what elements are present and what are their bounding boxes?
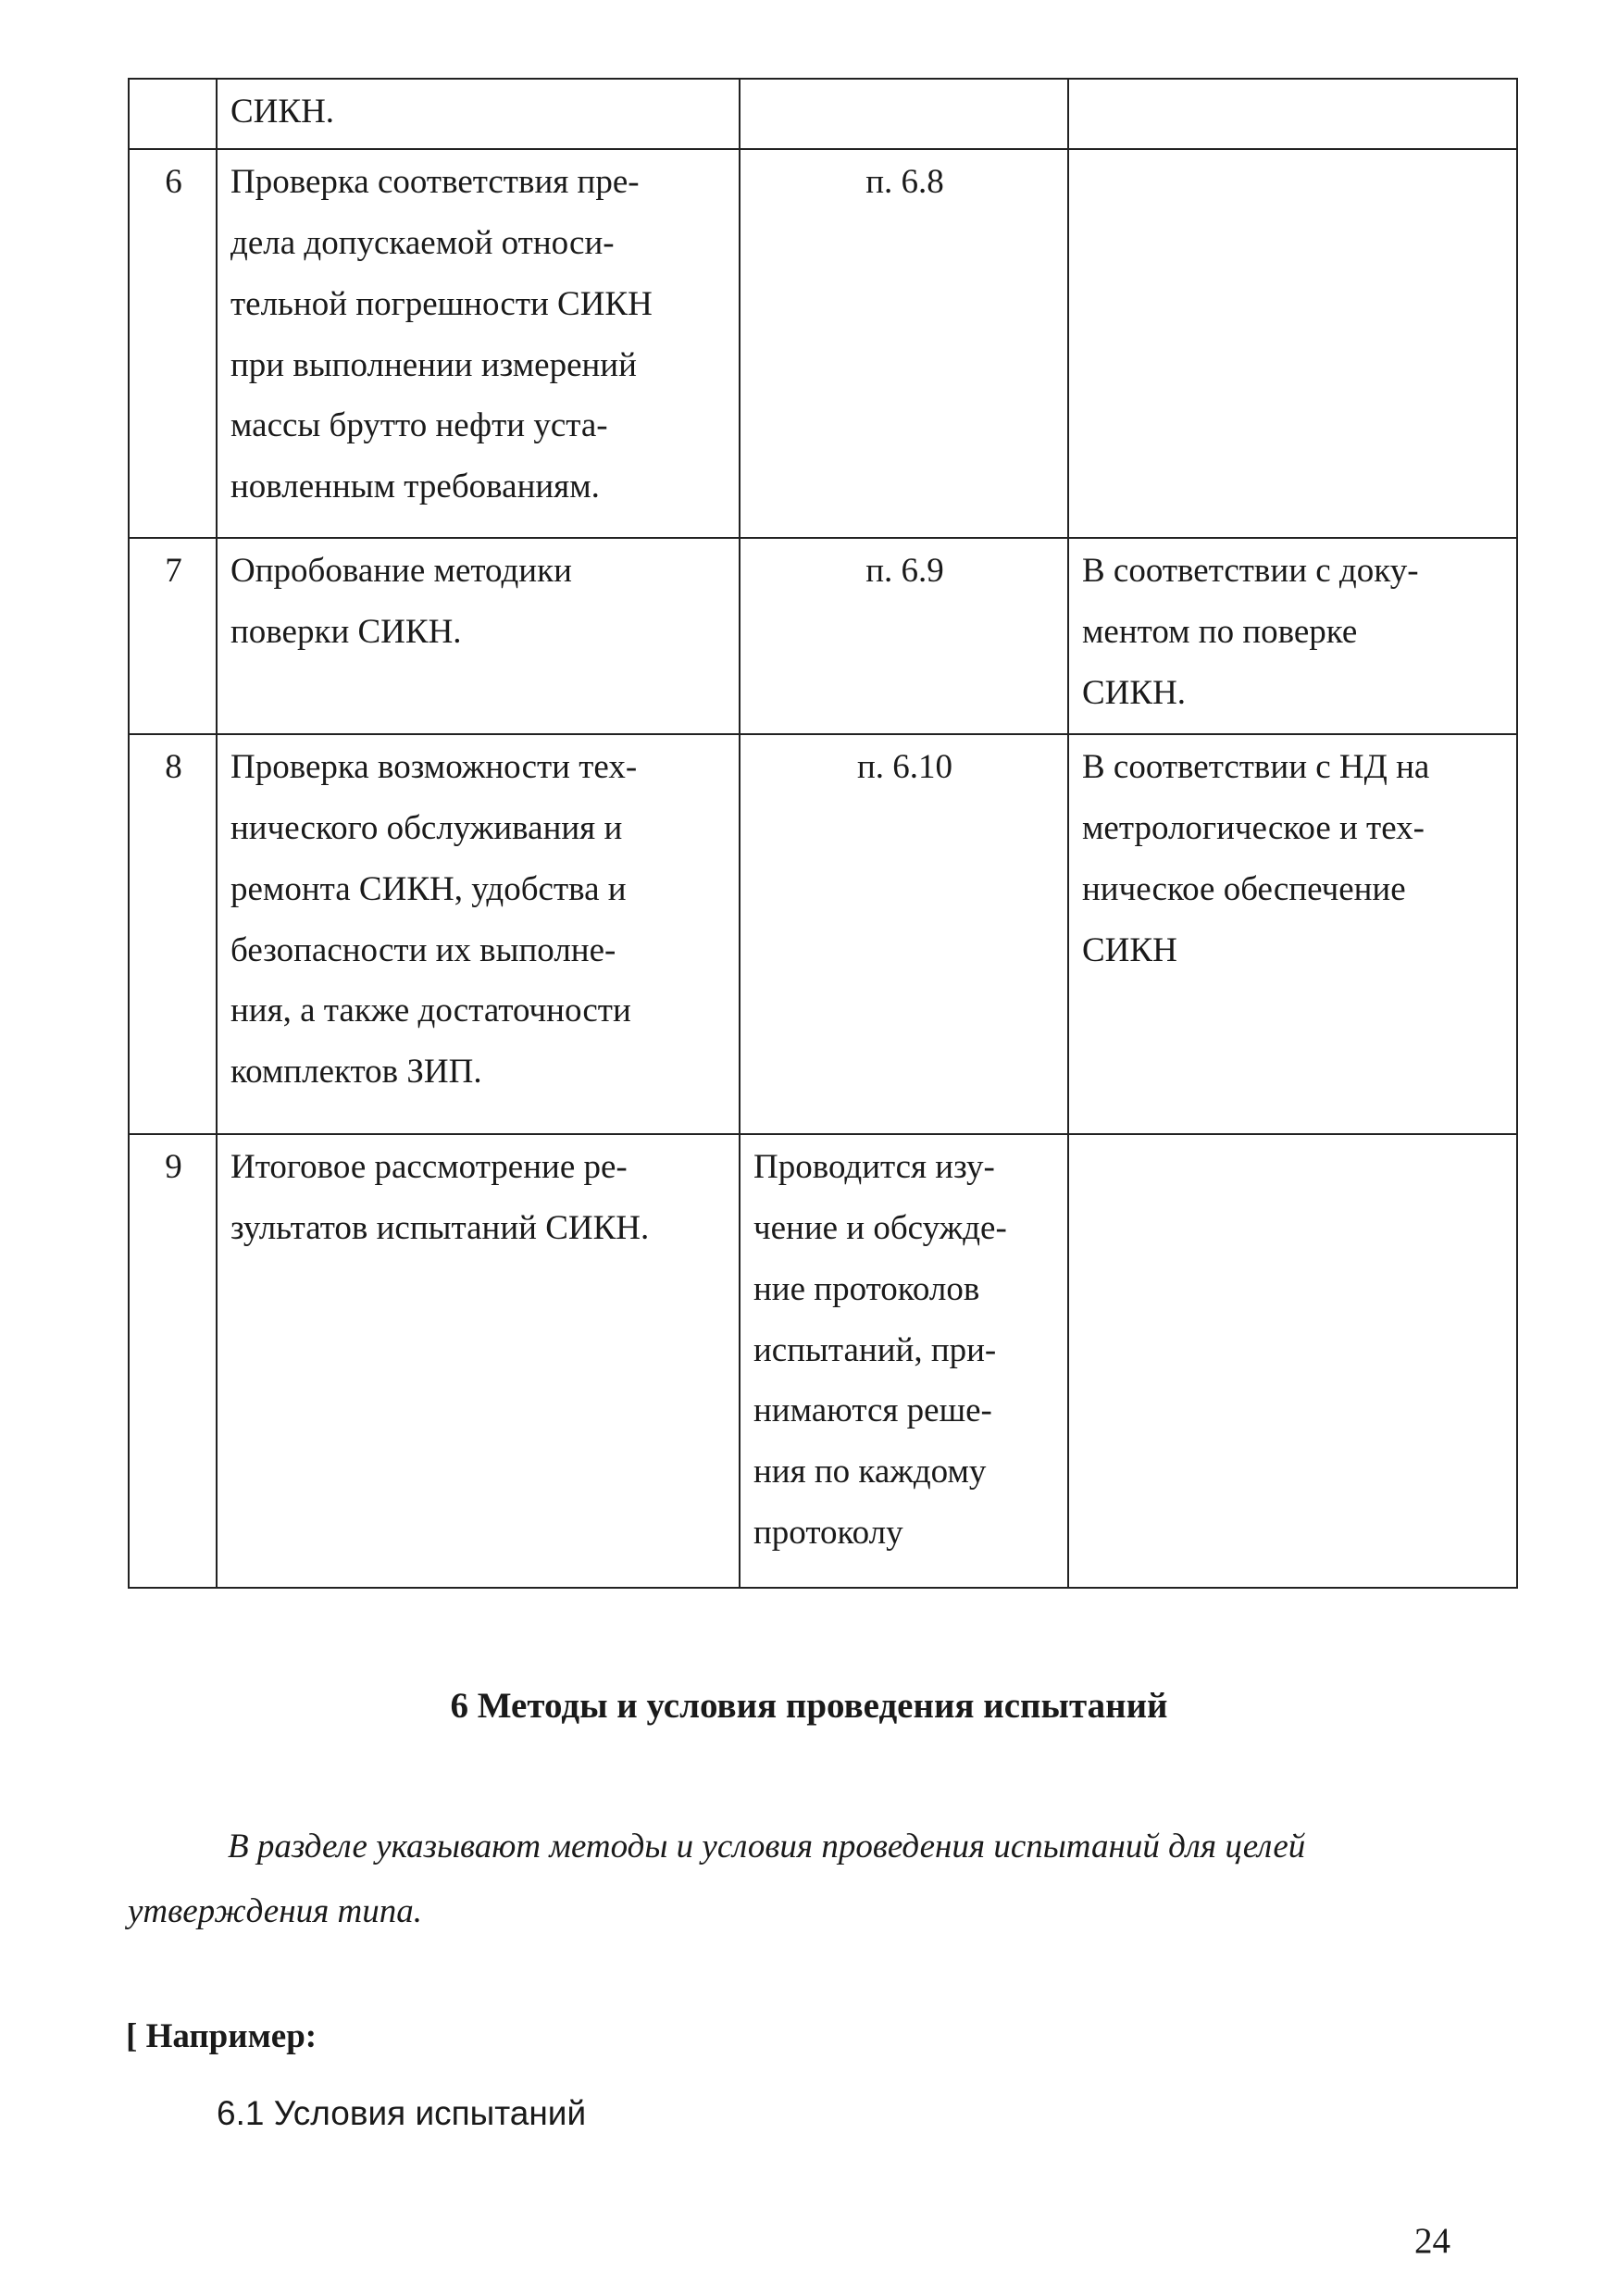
- note: В соответствии с НД на метрологическое и тех- ническое обеспечение СИКН: [1068, 734, 1517, 1134]
- table-row: [129, 149, 1517, 538]
- table-row: [129, 734, 1517, 1134]
- subsection-heading: 6.1 Условия испытаний: [217, 2094, 587, 2132]
- requirements-table: [128, 78, 1518, 1589]
- check-name: Проверка соответствия пре- дела допускаемой относи- тельной погрешности СИКН при выполнении измерений массы брутто нефти уста- новленным требованиям.: [217, 149, 740, 538]
- row-number: [129, 79, 217, 149]
- note: [1068, 1134, 1517, 1588]
- section-intro: В разделе указывают методы и условия проведения испытаний для целей утверждения типа.: [128, 1828, 1306, 1931]
- row-number: 9: [129, 1134, 217, 1588]
- note: В соответствии с доку- ментом по поверке СИКН.: [1068, 538, 1517, 734]
- note: [1068, 79, 1517, 149]
- section-reference: п. 6.8: [740, 149, 1068, 538]
- row-number: 7: [129, 538, 217, 734]
- section-heading: 6 Методы и условия проведения испытаний: [450, 1686, 1168, 1726]
- table-row: [129, 538, 1517, 734]
- example-label: [ Например:: [126, 2017, 317, 2055]
- section-reference: п. 6.9: [740, 538, 1068, 734]
- check-name: Проверка возможности тех- нического обслуживания и ремонта СИКН, удобства и безопасности их выполне- ния, а также достаточности комплектов ЗИП.: [217, 734, 740, 1134]
- row-number: 6: [129, 149, 217, 538]
- check-name: Опробование методики поверки СИКН.: [217, 538, 740, 734]
- section-reference: п. 6.10: [740, 734, 1068, 1134]
- section-reference: Проводится изу- чение и обсужде- ние протоколов испытаний, при- нимаются реше- ния по каждому протоколу: [740, 1134, 1068, 1588]
- table-row: [129, 79, 1517, 149]
- row-number: 8: [129, 734, 217, 1134]
- page-number: 24: [1414, 2221, 1450, 2261]
- check-name: Итоговое рассмотрение ре- зультатов испытаний СИКН.: [217, 1134, 740, 1588]
- note: [1068, 149, 1517, 538]
- table-row: [129, 1134, 1517, 1588]
- section-reference: [740, 79, 1068, 149]
- check-name: СИКН.: [217, 79, 740, 149]
